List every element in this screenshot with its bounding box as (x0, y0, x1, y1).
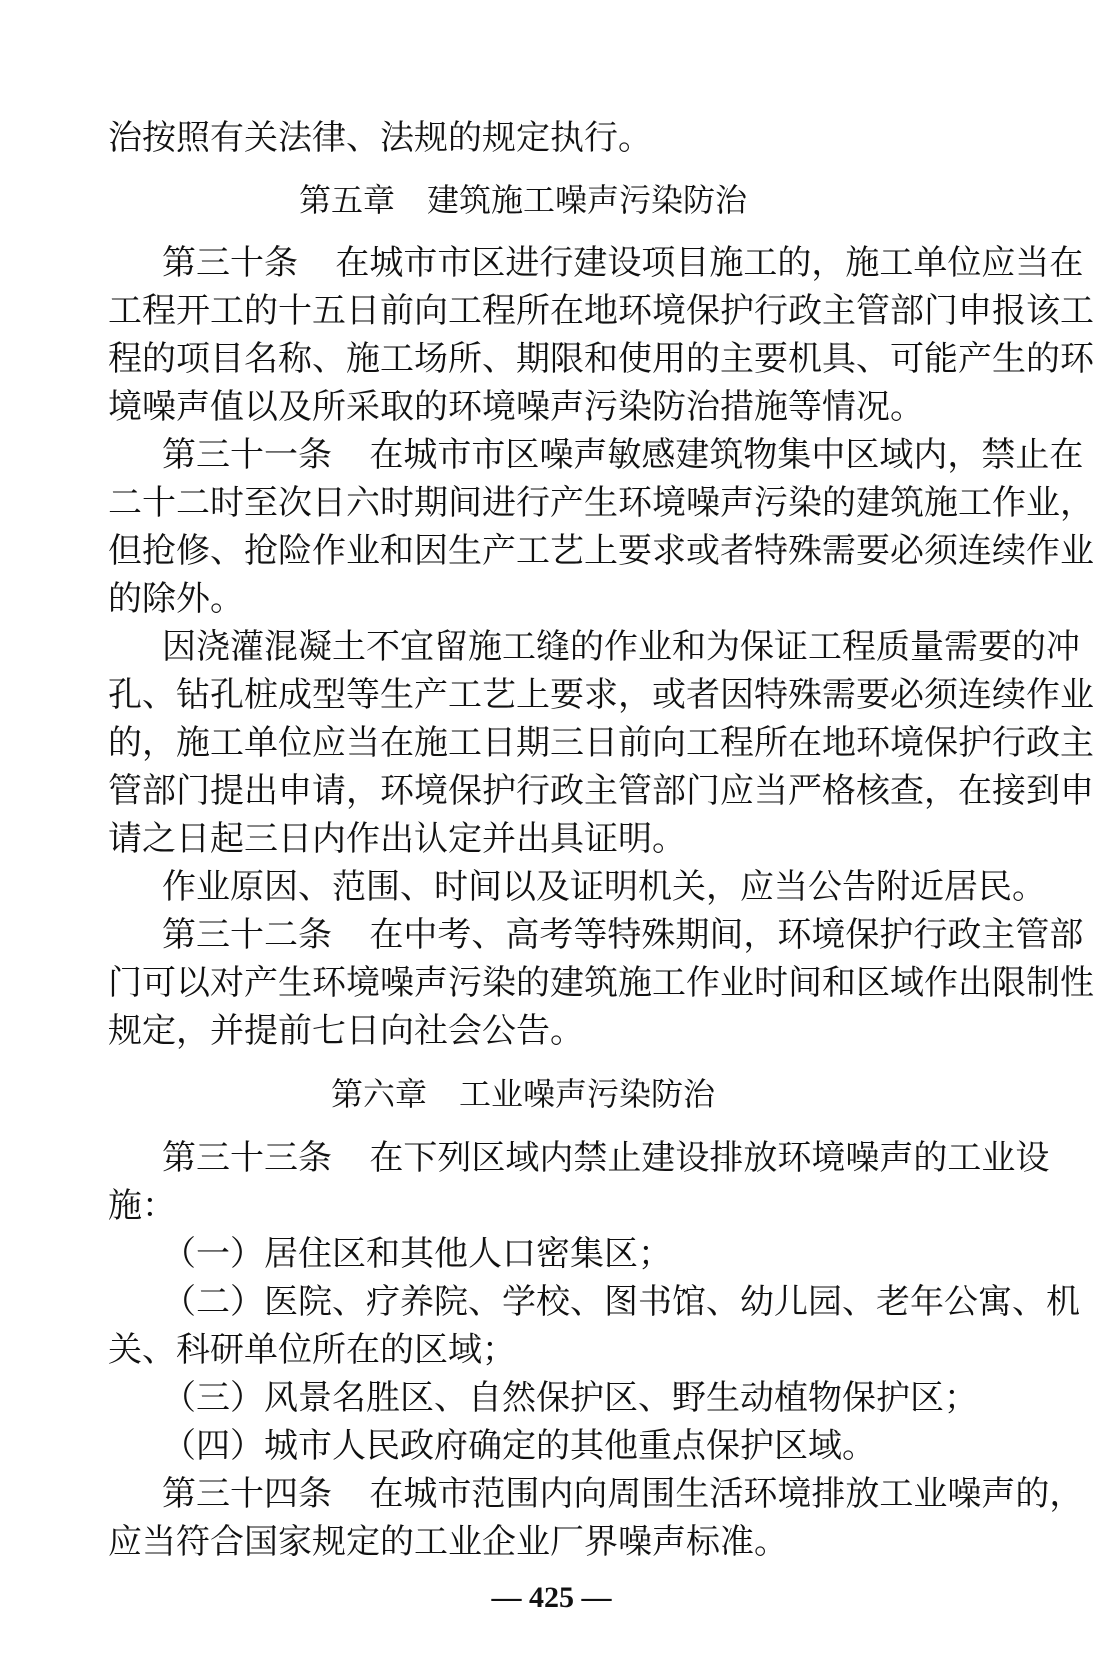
text-line: 作业原因、范围、时间以及证明机关，应当公告附近居民。 (162, 867, 1046, 907)
list-item-4: （四）城市人民政府确定的其他重点保护区域。 (162, 1426, 876, 1466)
text-line: 施： (108, 1186, 176, 1226)
text-line: 但抢修、抢险作业和因生产工艺上要求或者特殊需要必须连续作业 (108, 531, 1094, 571)
text-line: 关、科研单位所在的区域； (108, 1330, 516, 1370)
article-31-first-line (162, 435, 1084, 475)
article-text: 在城市市区进行建设项目施工的，施工单位应当在 (335, 243, 1084, 283)
text-line: 因浇灌混凝土不宜留施工缝的作业和为保证工程质量需要的冲 (162, 627, 1080, 667)
article-34-first-line (162, 1474, 1084, 1514)
list-item-1: （一）居住区和其他人口密集区； (162, 1234, 672, 1274)
text-line: 的，施工单位应当在施工日期三日前向工程所在地环境保护行政主 (108, 723, 1094, 763)
list-item-2: （二）医院、疗养院、学校、图书馆、幼儿园、老年公寓、机 (162, 1282, 1080, 1322)
article-30-first-line (162, 243, 1084, 283)
article-label: 第三十三条 (162, 1138, 332, 1178)
text-line: 请之日起三日内作出认定并出具证明。 (108, 819, 686, 859)
article-text: 在城市范围内向周围生活环境排放工业噪声的， (369, 1474, 1084, 1514)
article-text: 在城市市区噪声敏感建筑物集中区域内，禁止在 (369, 435, 1084, 475)
text-line: 应当符合国家规定的工业企业厂界噪声标准。 (108, 1522, 788, 1562)
text-line: 二十二时至次日六时期间进行产生环境噪声污染的建筑施工作业， (108, 483, 1094, 523)
article-label: 第三十二条 (162, 915, 332, 955)
text-line: 孔、钻孔桩成型等生产工艺上要求，或者因特殊需要必须连续作业 (108, 675, 1094, 715)
chapter-heading-6: 第六章 工业噪声污染防治 (330, 1075, 715, 1113)
chapter-heading-5: 第五章 建筑施工噪声污染防治 (298, 181, 747, 219)
article-label: 第三十四条 (162, 1474, 332, 1514)
article-33-first-line (162, 1138, 1050, 1178)
article-text: 在中考、高考等特殊期间，环境保护行政主管部 (369, 915, 1084, 955)
text-line: 门可以对产生环境噪声污染的建筑施工作业时间和区域作出限制性 (108, 963, 1094, 1003)
article-label: 第三十条 (162, 243, 298, 283)
article-label: 第三十一条 (162, 435, 332, 475)
text-line: 境噪声值以及所采取的环境噪声污染防治措施等情况。 (108, 387, 924, 427)
page-number: — 425 — (491, 1581, 612, 1614)
list-item-3: （三）风景名胜区、自然保护区、野生动植物保护区； (162, 1378, 978, 1418)
article-32-first-line (162, 915, 1084, 955)
text-line: 程的项目名称、施工场所、期限和使用的主要机具、可能产生的环 (108, 339, 1094, 379)
article-text: 在下列区域内禁止建设排放环境噪声的工业设 (369, 1138, 1050, 1178)
text-line: 的除外。 (108, 579, 244, 619)
text-line: 治按照有关法律、法规的规定执行。 (108, 118, 652, 158)
text-line: 管部门提出申请，环境保护行政主管部门应当严格核查，在接到申 (108, 771, 1094, 811)
text-line: 规定，并提前七日向社会公告。 (108, 1011, 584, 1051)
text-line: 工程开工的十五日前向工程所在地环境保护行政主管部门申报该工 (108, 291, 1094, 331)
